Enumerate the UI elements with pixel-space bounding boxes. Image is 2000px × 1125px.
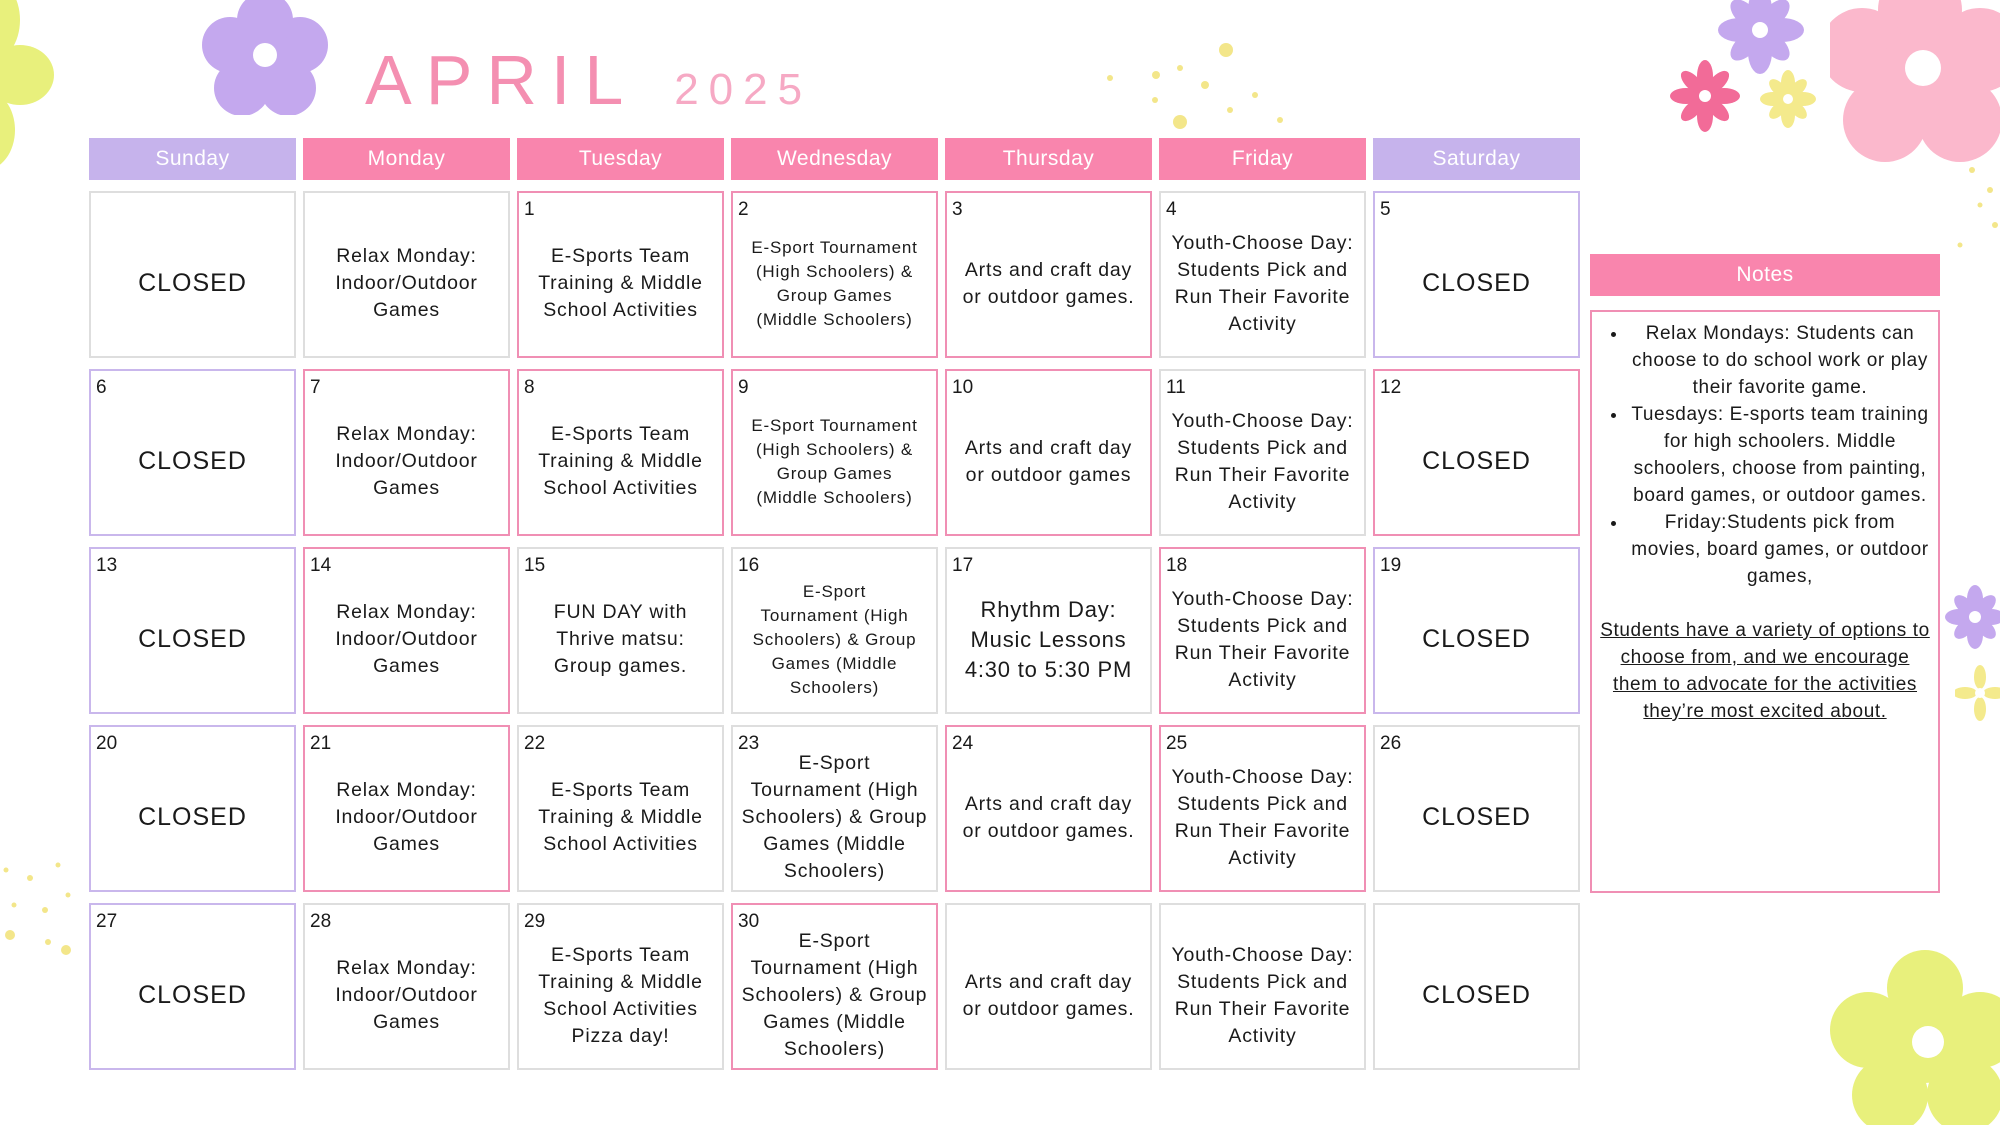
calendar-cell-tuesday [517,903,724,1070]
calendar-cell-friday [1159,191,1366,358]
day-number: 8 [524,377,535,398]
page-title [365,40,812,120]
day-header-saturday: Saturday [1373,138,1580,180]
calendar-cell-thursday [945,547,1152,714]
activity-text: Relax Monday: Indoor/Outdoor Games [335,245,478,321]
calendar-cell-saturday [1373,725,1580,892]
calendar-cell-thursday [945,725,1152,892]
dots-decoration-top [1050,30,1310,140]
calendar-cell-sunday [89,369,296,536]
day-header-monday: Monday [303,138,510,180]
calendar-cell-sunday [89,903,296,1070]
flower-decoration-top-left-yellow [0,0,80,170]
activity-text: E-Sports Team Training & Middle School Activities Pizza day! [538,943,703,1047]
day-number: 12 [1380,377,1402,398]
title-month: APRIL [365,41,638,119]
day-number: 22 [524,733,546,754]
day-number: 28 [310,911,332,932]
day-number: 3 [952,199,963,220]
notes-box [1590,310,1940,893]
closed-label: CLOSED [1422,269,1531,297]
day-number: 1 [524,199,535,220]
activity-text: Arts and craft day or outdoor games. [962,970,1135,1020]
calendar-cell-wednesday [731,191,938,358]
day-header-thursday: Thursday [945,138,1152,180]
day-number: 27 [96,911,118,932]
activity-text: E-Sports Team Training & Middle School Activities [538,423,703,499]
activity-text: Relax Monday: Indoor/Outdoor Games [335,779,478,855]
calendar-cell-wednesday [731,725,938,892]
activity-text: Relax Monday: Indoor/Outdoor Games [335,423,478,499]
notes-item: • Relax Mondays: Students can choose to do school work or play their favorite game. [1628,320,1932,401]
closed-label: CLOSED [1422,803,1531,831]
day-number: 10 [952,377,974,398]
activity-text: E-Sport Tournament (High Schoolers) & Group Games (Middle Schoolers) [752,581,917,697]
day-number: 17 [952,555,974,576]
notes-item: • Friday:Students pick from movies, board games, or outdoor games, [1628,509,1932,590]
activity-text: E-Sport Tournament (High Schoolers) & Group Games (Middle Schoolers) [751,415,918,507]
day-number: 11 [1166,377,1186,398]
day-number: 21 [310,733,332,754]
closed-label: CLOSED [138,447,247,475]
notes-footer: Students have a variety of options to choose from, and we encourage them to advocate for the activities they’re most excited about. [1600,620,1930,722]
calendar-cell-wednesday [731,547,938,714]
day-number: 16 [738,555,760,576]
calendar-cell-saturday [1373,369,1580,536]
activity-text: Relax Monday: Indoor/Outdoor Games [335,601,478,677]
dots-decoration-left [0,850,80,980]
calendar-cell-thursday [945,191,1152,358]
flower-icon [1760,70,1816,130]
day-number: 6 [96,377,107,398]
calendar-cell-friday [1159,903,1366,1070]
activity-text: E-Sport Tournament (High Schoolers) & Group Games (Middle Schoolers) [751,237,918,329]
day-number: 14 [310,555,332,576]
day-number: 30 [738,911,760,932]
calendar-cell-monday [303,191,510,358]
activity-text: Youth-Choose Day: Students Pick and Run Their Favorite Activity [1171,231,1354,335]
calendar-cell-wednesday [731,369,938,536]
calendar-cell-friday [1159,725,1366,892]
calendar-cell-monday [303,547,510,714]
activity-text: Arts and craft day or outdoor games [964,436,1133,486]
activity-text: E-Sport Tournament (High Schoolers) & Group Games (Middle Schoolers) [741,930,928,1060]
calendar-cell-sunday [89,725,296,892]
calendar-cell-saturday [1373,191,1580,358]
day-number: 23 [738,733,760,754]
activity-text: FUN DAY with Thrive matsu: Group games. [553,601,688,677]
calendar-cell-tuesday [517,191,724,358]
day-number: 2 [738,199,749,220]
closed-label: CLOSED [1422,447,1531,475]
day-header-sunday: Sunday [89,138,296,180]
calendar-cell-saturday [1373,547,1580,714]
flower-icon [1670,60,1740,135]
notes-list [1598,320,1932,590]
activity-text: E-Sports Team Training & Middle School Activities [538,779,703,855]
flower-icon [200,0,330,115]
closed-label: CLOSED [138,269,247,297]
activity-text: Youth-Choose Day: Students Pick and Run Their Favorite Activity [1171,765,1354,869]
day-number: 13 [96,555,118,576]
activity-text: Youth-Choose Day: Students Pick and Run Their Favorite Activity [1171,587,1354,691]
day-number: 5 [1380,199,1391,220]
title-year: 2025 [674,65,813,114]
calendar-cell-monday [303,369,510,536]
day-number: 15 [524,555,546,576]
calendar-cell-thursday [945,903,1152,1070]
day-number: 24 [952,733,974,754]
day-number: 29 [524,911,546,932]
flower-icon [1830,950,2000,1125]
calendar-cell-friday [1159,547,1366,714]
calendar-cell-sunday [89,191,296,358]
activity-text: Rhythm Day: Music Lessons 4:30 to 5:30 PM [964,596,1133,682]
activity-text: Youth-Choose Day: Students Pick and Run Their Favorite Activity [1171,409,1354,513]
flower-icon [1830,0,2000,170]
day-header-tuesday: Tuesday [517,138,724,180]
activity-text: Youth-Choose Day: Students Pick and Run Their Favorite Activity [1171,943,1354,1047]
day-number: 20 [96,733,118,754]
day-number: 4 [1166,199,1177,220]
day-number: 19 [1380,555,1402,576]
closed-label: CLOSED [138,803,247,831]
day-number: 18 [1166,555,1188,576]
day-number: 7 [310,377,321,398]
day-header-friday: Friday [1159,138,1366,180]
flower-icon [1955,665,2000,725]
flower-icon [1945,585,2000,655]
activity-text: Arts and craft day or outdoor games. [962,792,1135,842]
calendar-cell-tuesday [517,725,724,892]
closed-label: CLOSED [138,981,247,1009]
day-number: 25 [1166,733,1188,754]
day-number: 9 [738,377,749,398]
day-header-wednesday: Wednesday [731,138,938,180]
calendar-cell-thursday [945,369,1152,536]
activity-text: E-Sport Tournament (High Schoolers) & Group Games (Middle Schoolers) [741,752,928,882]
calendar-cell-friday [1159,369,1366,536]
calendar-cell-saturday [1373,903,1580,1070]
activity-text: E-Sports Team Training & Middle School Activities [538,245,703,321]
calendar-cell-wednesday [731,903,938,1070]
closed-label: CLOSED [1422,981,1531,1009]
activity-text: Relax Monday: Indoor/Outdoor Games [335,957,478,1033]
calendar-cell-monday [303,725,510,892]
dots-decoration-right [1950,150,2000,270]
day-number: 26 [1380,733,1402,754]
notes-header: Notes [1590,254,1940,296]
notes-item: • Tuesdays: E-sports team training for high schoolers. Middle schoolers, choose from painting, board games, or outdoor games. [1628,401,1932,509]
calendar-cell-monday [303,903,510,1070]
activity-text: Arts and craft day or outdoor games. [962,258,1135,308]
closed-label: CLOSED [1422,625,1531,653]
calendar-cell-sunday [89,547,296,714]
closed-label: CLOSED [138,625,247,653]
calendar-cell-tuesday [517,547,724,714]
calendar-cell-tuesday [517,369,724,536]
